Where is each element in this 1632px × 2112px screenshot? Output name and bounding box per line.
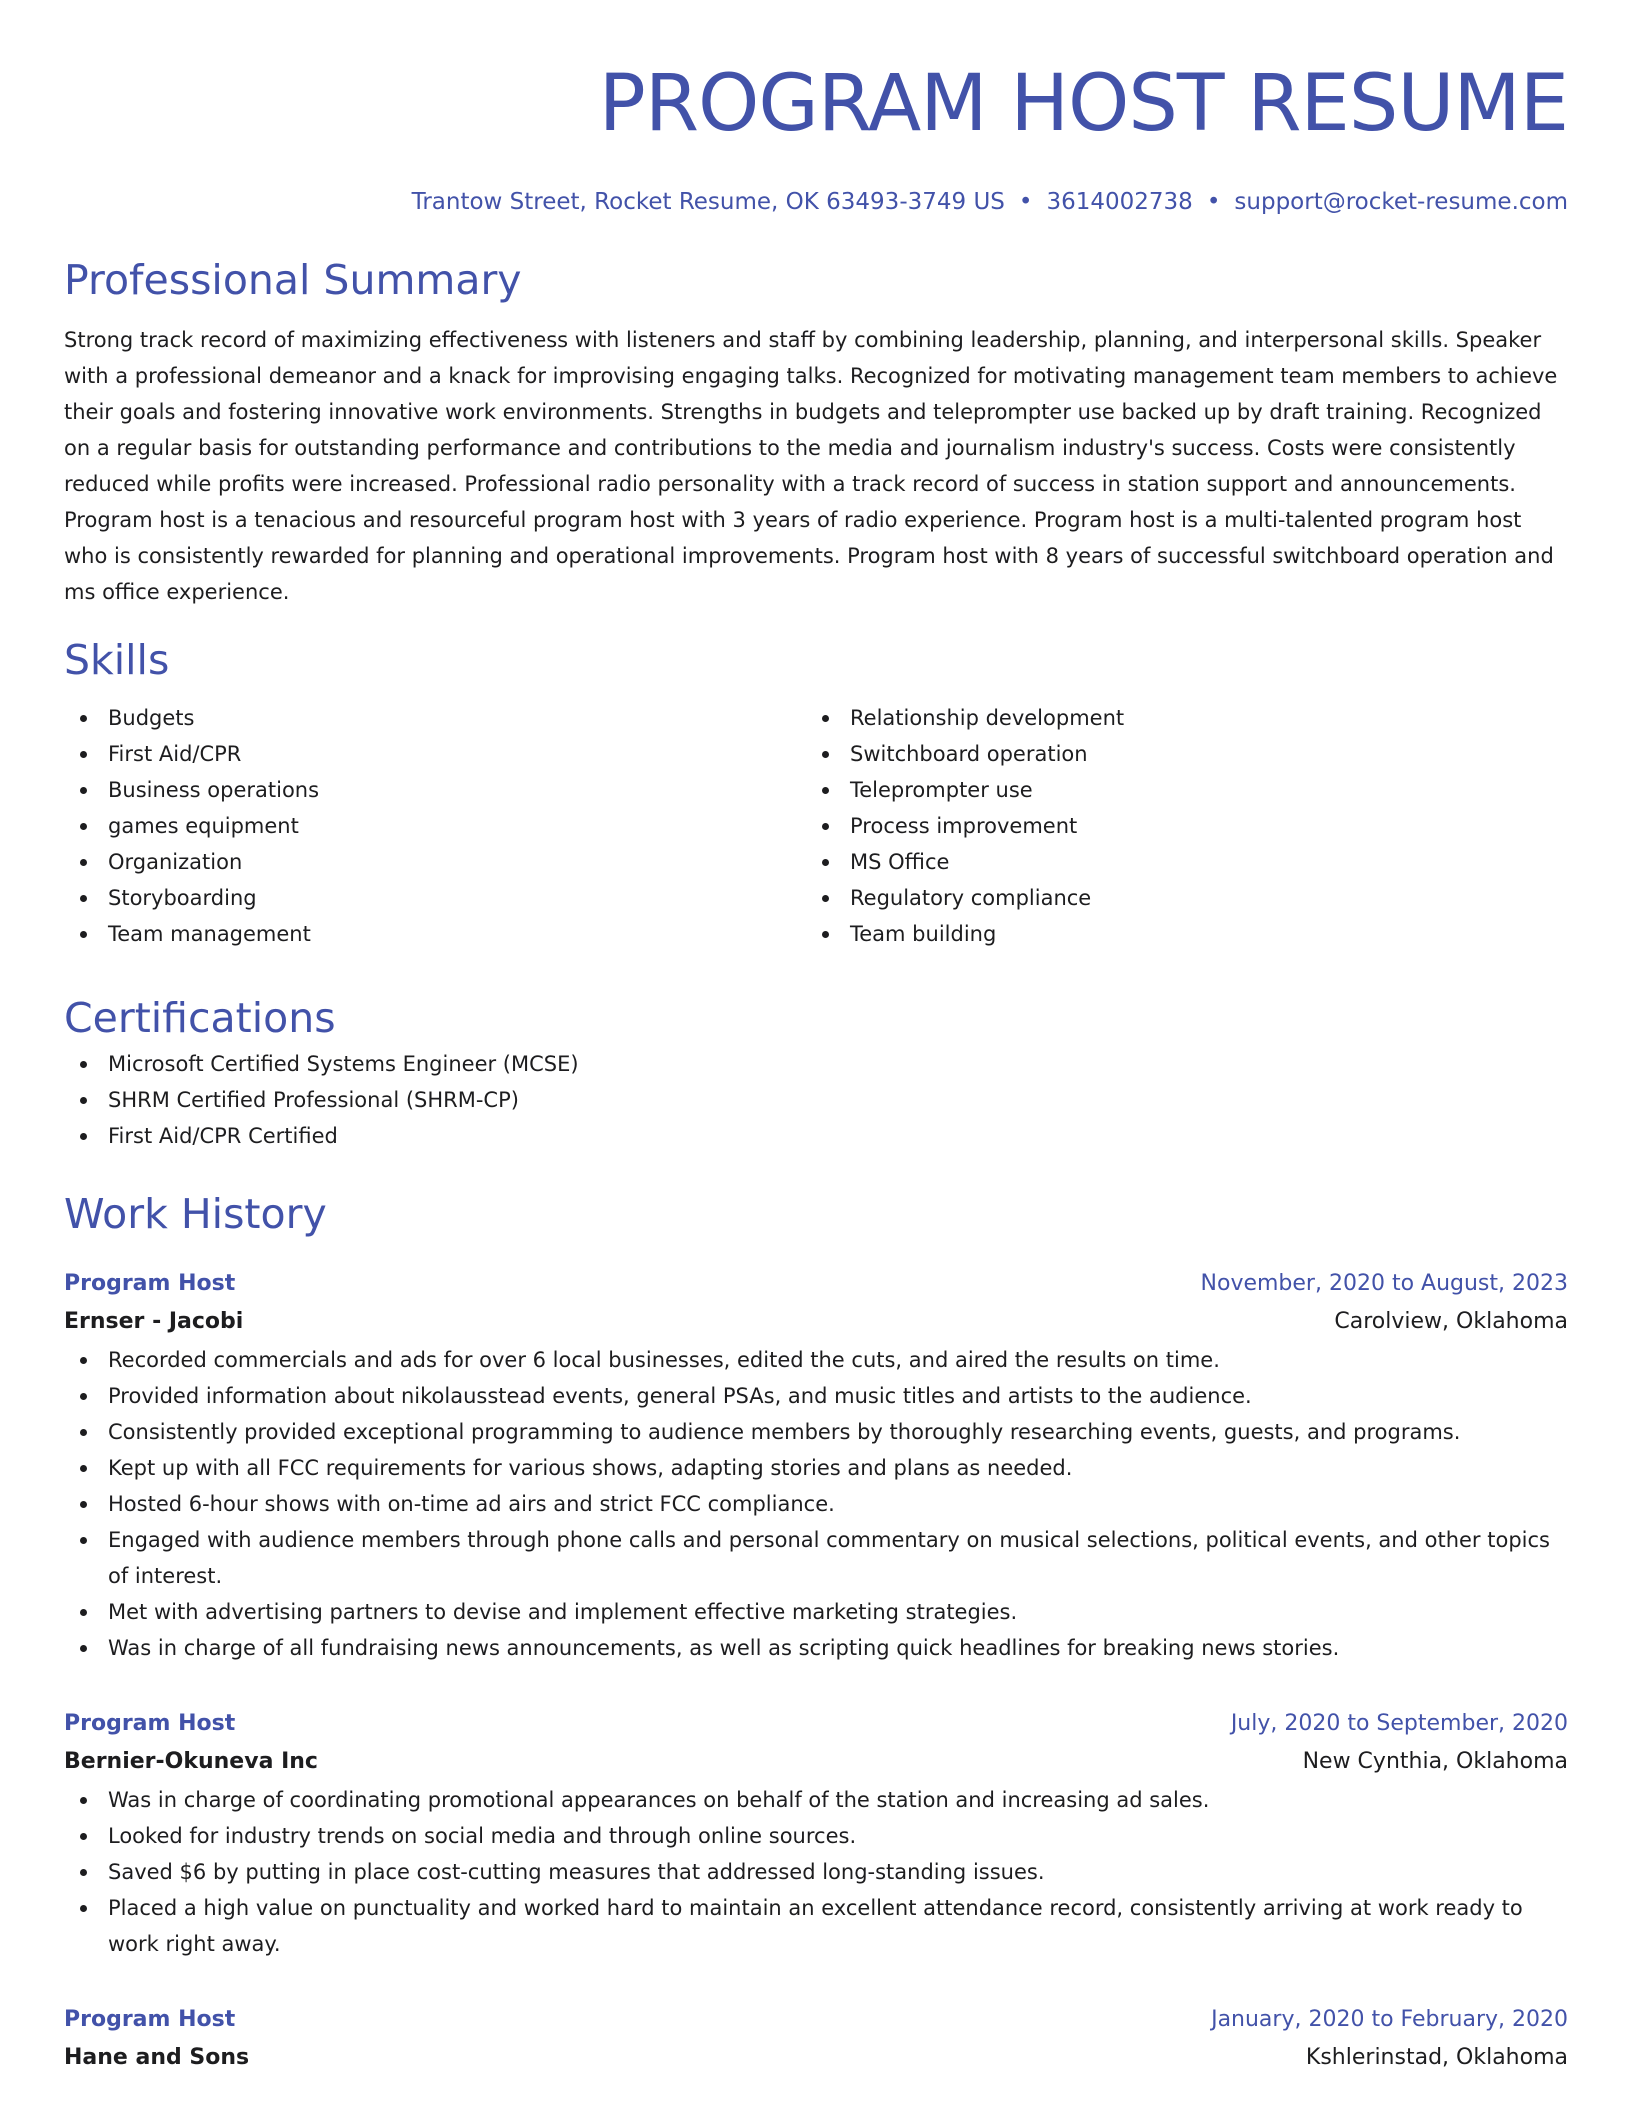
contact-email[interactable]: support@rocket-resume.com — [1234, 189, 1568, 215]
job-bullet: Recorded commercials and ads for over 6 local businesses, edited the cuts, and aired the results on time. — [64, 1342, 1568, 1378]
job-bullet-list — [64, 1782, 1568, 1962]
job-entry — [64, 2002, 1568, 2078]
job-company-row — [64, 1302, 1568, 1342]
job-company-row — [64, 2038, 1568, 2078]
summary-section — [64, 252, 1568, 610]
contact-separator: • — [1206, 189, 1221, 215]
job-dates: January, 2020 to February, 2020 — [1211, 2007, 1568, 2032]
certification-item: First Aid/CPR Certified — [64, 1118, 1568, 1154]
contact-phone: 3614002738 — [1046, 189, 1193, 215]
job-title: Program Host — [64, 1271, 236, 1296]
job-bullet: Placed a high value on punctuality and worked hard to maintain an excellent attendance record, consistently arriving at work ready to work right away. — [64, 1890, 1568, 1962]
skills-grid — [64, 700, 1568, 952]
job-header-row — [64, 2002, 1568, 2038]
job-entry — [64, 1706, 1568, 1962]
job-company-row — [64, 1742, 1568, 1782]
job-bullet: Consistently provided exceptional programming to audience members by thoroughly researching events, guests, and programs. — [64, 1414, 1568, 1450]
skills-list-left — [64, 700, 806, 952]
job-location: Kshlerinstad, Oklahoma — [1305, 2045, 1568, 2070]
skill-item: games equipment — [64, 808, 806, 844]
job-bullet: Was in charge of coordinating promotional appearances on behalf of the station and increasing ad sales. — [64, 1782, 1568, 1818]
contact-address: Trantow Street, Rocket Resume, OK 63493-3749 US — [411, 189, 1005, 215]
skills-heading: Skills — [64, 636, 170, 684]
skill-item: Team building — [806, 916, 1548, 952]
skill-item: Regulatory compliance — [806, 880, 1548, 916]
skill-item: Team management — [64, 916, 806, 952]
job-location: New Cynthia, Oklahoma — [1302, 1749, 1568, 1774]
certification-item: Microsoft Certified Systems Engineer (MCSE) — [64, 1046, 1568, 1082]
certifications-list — [64, 1046, 1568, 1154]
resume-title: PROGRAM HOST RESUME — [598, 59, 1568, 149]
job-bullet: Met with advertising partners to devise and implement effective marketing strategies. — [64, 1594, 1568, 1630]
skills-column-left — [64, 700, 806, 952]
certifications-heading: Certifications — [64, 994, 336, 1042]
job-bullet: Saved $6 by putting in place cost-cutting measures that addressed long-standing issues. — [64, 1854, 1568, 1890]
job-title: Program Host — [64, 2007, 236, 2032]
skill-item: Process improvement — [806, 808, 1548, 844]
skill-item: MS Office — [806, 844, 1548, 880]
skills-list-right — [806, 700, 1548, 952]
job-entry — [64, 1266, 1568, 1666]
skill-item: Budgets — [64, 700, 806, 736]
summary-text: Strong track record of maximizing effectiveness with listeners and staff by combining leadership, planning, and interpersonal skills. Speaker with a professional demeanor and a knack for improvising engaging talks. Recognized for motivating management team members to achieve their goals and fostering innovative work environments. Strengths in budgets and teleprompter use backed up by draft training. Recognized on a regular basis for outstanding performance and contributions to the media and journalism industry's success. Costs were consistently reduced while profits were increased. Professional radio personality with a track record of success in station support and announcements. Program host is a tenacious and resourceful program host with 3 years of radio experience. Program host is a multi-talented program host who is consistently rewarded for planning and operational improvements. Program host with 8 years of successful switchboard operation and ms office experience. — [64, 328, 1558, 604]
job-header-row — [64, 1706, 1568, 1742]
job-bullet: Provided information about nikolausstead events, general PSAs, and music titles and artists to the audience. — [64, 1378, 1568, 1414]
job-company: Ernser - Jacobi — [64, 1309, 244, 1334]
skills-section — [64, 632, 1568, 952]
certification-item: SHRM Certified Professional (SHRM-CP) — [64, 1082, 1568, 1118]
job-location: Carolview, Oklahoma — [1334, 1309, 1568, 1334]
skill-item: Business operations — [64, 772, 806, 808]
job-company: Hane and Sons — [64, 2045, 250, 2070]
summary-heading: Professional Summary — [64, 256, 522, 304]
skill-item: Teleprompter use — [806, 772, 1548, 808]
contact-separator: • — [1018, 189, 1033, 215]
skill-item: Storyboarding — [64, 880, 806, 916]
job-bullet: Looked for industry trends on social media and through online sources. — [64, 1818, 1568, 1854]
skills-column-right — [806, 700, 1548, 952]
job-bullet: Engaged with audience members through phone calls and personal commentary on musical selections, political events, and other topics of interest. — [64, 1522, 1568, 1594]
work-history-section — [64, 1186, 1568, 2078]
job-header-row — [64, 1266, 1568, 1302]
job-bullet: Hosted 6-hour shows with on-time ad airs and strict FCC compliance. — [64, 1486, 1568, 1522]
job-bullet: Kept up with all FCC requirements for various shows, adapting stories and plans as needed. — [64, 1450, 1568, 1486]
contact-line — [64, 186, 1568, 218]
job-dates: July, 2020 to September, 2020 — [1230, 1711, 1568, 1736]
skill-item: Relationship development — [806, 700, 1548, 736]
skill-item: Switchboard operation — [806, 736, 1548, 772]
job-bullet-list — [64, 1342, 1568, 1666]
skill-item: Organization — [64, 844, 806, 880]
skill-item: First Aid/CPR — [64, 736, 806, 772]
certifications-section — [64, 990, 1568, 1154]
job-company: Bernier-Okuneva Inc — [64, 1749, 318, 1774]
job-dates: November, 2020 to August, 2023 — [1200, 1271, 1568, 1296]
work-history-heading: Work History — [64, 1190, 327, 1238]
job-bullet: Was in charge of all fundraising news announcements, as well as scripting quick headlines for breaking news stories. — [64, 1630, 1568, 1666]
job-title: Program Host — [64, 1711, 236, 1736]
